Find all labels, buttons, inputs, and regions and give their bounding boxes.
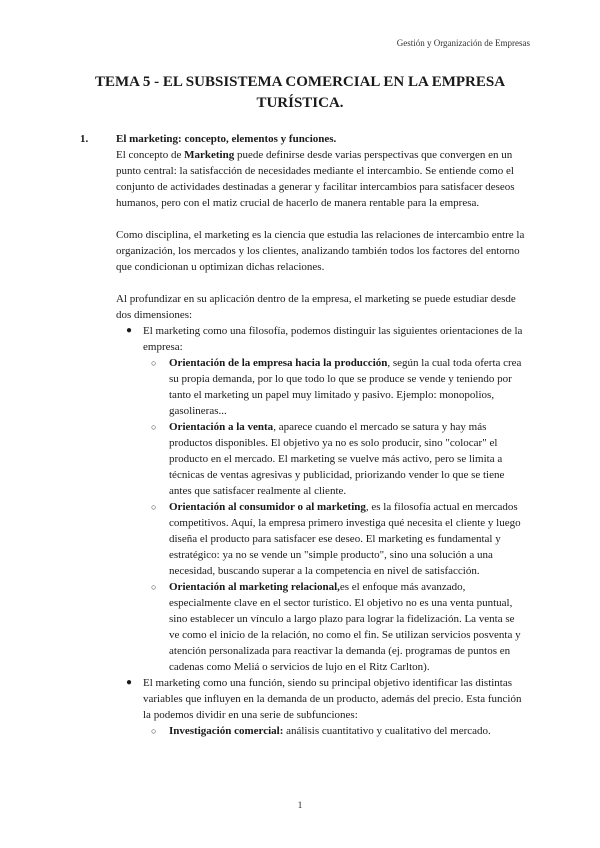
bullet-text: El marketing como una filosofía, podemos distinguir las siguientes orientaciones de la empresa: bbox=[143, 325, 523, 353]
bullet-philosophy bbox=[116, 323, 525, 675]
circle-bullet-icon: ○ bbox=[151, 726, 157, 736]
page-number: 1 bbox=[297, 800, 303, 810]
circle-bullet-icon: ○ bbox=[151, 358, 157, 368]
section-1 bbox=[80, 131, 525, 739]
paragraph-text: El concepto de bbox=[116, 149, 185, 161]
paragraph-discipline: Como disciplina, el marketing es la ciencia que estudia las relaciones de intercambio entre la organización, los mercados y los clientes, analizando también todos los factores del entorno que condicionan u optimizan dichas relaciones. bbox=[116, 229, 525, 273]
sub-item-title: Orientación al consumidor o al marketing bbox=[169, 501, 366, 513]
circle-bullet-icon: ○ bbox=[151, 502, 157, 512]
sub-item-text: , aparece cuando el mercado se satura y hay más productos disponibles. El objetivo ya no es solo producir, sino "colocar" el producto en el mercado. El marketing se vuelve más activo, pero se limita a técnicas de ventas agresivas y publicidad, priorizando vender lo que se tiene antes que satisfacer realmente al cliente. bbox=[169, 421, 505, 497]
bullet-dot-icon: ● bbox=[126, 325, 133, 336]
paragraph-dimensions: Al profundizar en su aplicación dentro de la empresa, el marketing se puede estudiar desde dos dimensiones: bbox=[116, 293, 516, 321]
bullet-function bbox=[116, 675, 525, 739]
bullet-text: El marketing como una función, siendo su principal objetivo identificar las distintas variables que influyen en la demanda de un producto, además del precio. Esta función la podemos dividir en una serie de subfunciones: bbox=[143, 677, 522, 721]
sub-item-title: Investigación comercial: bbox=[169, 725, 284, 737]
sub-item-sales bbox=[143, 419, 525, 499]
section-heading: El marketing: concepto, elementos y funciones. bbox=[116, 133, 337, 145]
sub-item-title: Orientación a la venta bbox=[169, 421, 274, 433]
sub-item-title: Orientación de la empresa hacia la producción bbox=[169, 357, 388, 369]
sub-item-title: Orientación al marketing relacional, bbox=[169, 581, 340, 593]
sub-item-text: , es la filosofía actual en mercados competitivos. Aquí, la empresa primero investiga qué necesita el cliente y luego diseña el producto para satisfacer ese deseo. El marketing es fundamental y estratégico: ya no se vende un "simple producto", sino una solución a una necesidad, buscando superar a la competencia en nivel de satisfacción. bbox=[169, 501, 521, 577]
sub-item-research bbox=[143, 723, 525, 739]
bullet-dot-icon: ● bbox=[126, 677, 133, 688]
title-line-2: TURÍSTICA. bbox=[256, 95, 344, 111]
title-line-1: TEMA 5 - EL SUBSISTEMA COMERCIAL EN LA EMPRESA bbox=[94, 74, 506, 90]
sub-item-relational bbox=[143, 579, 525, 675]
circle-bullet-icon: ○ bbox=[151, 582, 157, 592]
sub-item-text: , según la cual toda oferta crea su propia demanda, por lo que todo lo que se produce se vende y teniendo por tanto el marketing un papel muy limitado y pasivo. Ejemplo: monopolios, gasolineras... bbox=[169, 357, 522, 417]
circle-bullet-icon: ○ bbox=[151, 422, 157, 432]
bold-term-marketing: Marketing bbox=[184, 149, 235, 161]
sub-item-text: análisis cuantitativo y cualitativo del mercado. bbox=[283, 725, 491, 737]
sub-item-text: es el enfoque más avanzado, especialmente clave en el sector turístico. El objetivo no es una venta puntual, sino establecer un vínculo a largo plazo para lograr la fidelización. La venta se ve como el inicio de la relación, no como el fin. Se utilizan servicios posventa y atención personalizada para reactivar la demanda (ej. programas de puntos en cadenas como Meliá o servicios de lujo en el Ritz Carlton). bbox=[169, 581, 521, 673]
running-header: Gestión y Organización de Empresas bbox=[396, 38, 530, 48]
page-title bbox=[60, 72, 540, 114]
section-body bbox=[116, 147, 525, 323]
paragraph-text: puede definirse desde varias perspectivas que convergen en un punto central: la satisfacción de necesidades mediante el intercambio. Se entiende como el conjunto de actividades destinadas a generar y facilitar intercambios para satisfacer deseos humanos, pero con el matiz crucial de hacerlo de manera rentable para la empresa. bbox=[116, 149, 515, 209]
section-number: 1. bbox=[80, 133, 89, 145]
sub-item-consumer bbox=[143, 499, 525, 579]
sub-item-production bbox=[143, 355, 525, 419]
paragraph-definition bbox=[116, 147, 525, 211]
